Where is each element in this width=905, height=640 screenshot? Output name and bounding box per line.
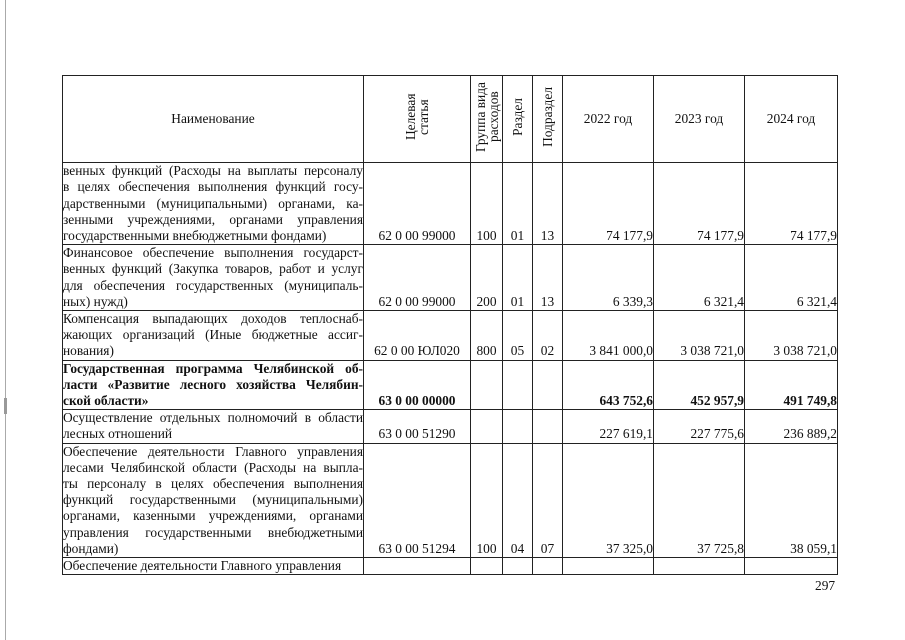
table-row — [63, 558, 838, 575]
cell-2023: 3 038 721,0 — [654, 311, 745, 361]
cell-group — [471, 558, 503, 575]
header-2024: 2024 год — [745, 76, 838, 163]
name-line: государственными внебюджетными фондами) — [63, 228, 327, 244]
table-row — [63, 410, 838, 443]
name-line: в целях обеспечения выполнения функций госу- — [63, 179, 363, 195]
cell-2024: 3 038 721,0 — [745, 311, 838, 361]
name-line: фондами) — [63, 540, 119, 556]
cell-name — [63, 311, 364, 361]
cell-2023 — [654, 558, 745, 575]
page-number: 297 — [815, 578, 836, 593]
cell-2024: 491 749,8 — [745, 360, 838, 410]
cell-group: 800 — [471, 311, 503, 361]
cell-section: 05 — [503, 311, 533, 361]
cell-2024: 38 059,1 — [745, 443, 838, 557]
name-line: ты персоналу в целях обеспечения выполнения — [63, 476, 363, 492]
cell-2022 — [563, 558, 654, 575]
header-name: Наименование — [63, 76, 364, 163]
cell-section — [503, 410, 533, 443]
cell-name — [63, 443, 364, 557]
name-line: Обеспечение деятельности Главного управления — [63, 443, 363, 459]
cell-name — [63, 163, 364, 245]
name-line: лесных отношений — [63, 426, 173, 442]
cell-2022: 643 752,6 — [563, 360, 654, 410]
header-group — [471, 76, 503, 163]
cell-2024: 74 177,9 — [745, 163, 838, 245]
cell-2023: 452 957,9 — [654, 360, 745, 410]
cell-2022: 37 325,0 — [563, 443, 654, 557]
cell-name — [63, 360, 364, 410]
cell-section — [503, 360, 533, 410]
cell-2024: 236 889,2 — [745, 410, 838, 443]
table-header-row — [63, 76, 838, 163]
cell-name — [63, 410, 364, 443]
cell-subsection: 13 — [533, 245, 563, 311]
header-target-label: Целевая статья — [403, 93, 431, 141]
name-line: для обеспечения государственных (муниципаль- — [63, 277, 363, 293]
cell-2022: 3 841 000,0 — [563, 311, 654, 361]
cell-2022: 227 619,1 — [563, 410, 654, 443]
table-row — [63, 443, 838, 557]
cell-target: 62 0 00 ЮЛ020 — [364, 311, 471, 361]
header-2023: 2023 год — [654, 76, 745, 163]
cell-section: 01 — [503, 245, 533, 311]
name-line: жающих организаций (Иные бюджетные ассиг- — [63, 327, 363, 343]
page-edge — [5, 0, 6, 640]
cell-subsection — [533, 558, 563, 575]
name-line: функций государственными (муниципальными) — [63, 492, 363, 508]
header-section-label: Раздел — [510, 98, 525, 136]
name-line: ской области» — [63, 393, 149, 409]
scan-mark — [4, 398, 7, 414]
cell-target: 63 0 00 51294 — [364, 443, 471, 557]
cell-target: 63 0 00 51290 — [364, 410, 471, 443]
name-line: органами, казенными учреждениями, органами — [63, 508, 363, 524]
cell-group: 200 — [471, 245, 503, 311]
cell-2023: 74 177,9 — [654, 163, 745, 245]
cell-subsection — [533, 410, 563, 443]
cell-2022: 74 177,9 — [563, 163, 654, 245]
name-line: Обеспечение деятельности Главного управления — [63, 558, 342, 574]
cell-section: 01 — [503, 163, 533, 245]
header-2022: 2022 год — [563, 76, 654, 163]
header-target — [364, 76, 471, 163]
cell-group — [471, 360, 503, 410]
cell-group: 100 — [471, 443, 503, 557]
cell-section: 04 — [503, 443, 533, 557]
table-row — [63, 360, 838, 410]
cell-target — [364, 558, 471, 575]
cell-subsection: 02 — [533, 311, 563, 361]
table-row — [63, 163, 838, 245]
name-line: Осуществление отдельных полномочий в области — [63, 410, 363, 426]
cell-2022: 6 339,3 — [563, 245, 654, 311]
name-line: нования) — [63, 343, 114, 359]
cell-2023: 227 775,6 — [654, 410, 745, 443]
cell-target: 62 0 00 99000 — [364, 163, 471, 245]
header-subsection — [533, 76, 563, 163]
cell-section — [503, 558, 533, 575]
cell-group — [471, 410, 503, 443]
name-line: дарственными (муниципальными) органами, ка- — [63, 195, 363, 211]
cell-subsection: 07 — [533, 443, 563, 557]
cell-subsection: 13 — [533, 163, 563, 245]
name-line: Финансовое обеспечение выполнения государст- — [63, 245, 363, 261]
name-line: лесами Челябинской области (Расходы на выпла- — [63, 459, 363, 475]
table-row — [63, 311, 838, 361]
cell-2024 — [745, 558, 838, 575]
cell-2024: 6 321,4 — [745, 245, 838, 311]
budget-table — [62, 75, 838, 575]
header-group-label: Группа вида расходов — [472, 82, 501, 152]
name-line: зенными учреждениями, органами управления — [63, 211, 363, 227]
table-row — [63, 245, 838, 311]
name-line: венных функций (Расходы на выплаты персоналу — [63, 163, 363, 179]
name-line: управления государственными внебюджетными — [63, 524, 363, 540]
cell-target: 62 0 00 99000 — [364, 245, 471, 311]
cell-group: 100 — [471, 163, 503, 245]
name-line: Компенсация выпадающих доходов теплоснаб- — [63, 311, 363, 327]
header-subsection-label: Подраздел — [540, 87, 555, 147]
cell-name — [63, 245, 364, 311]
cell-subsection — [533, 360, 563, 410]
header-section — [503, 76, 533, 163]
cell-2023: 6 321,4 — [654, 245, 745, 311]
cell-name — [63, 558, 364, 575]
cell-target: 63 0 00 00000 — [364, 360, 471, 410]
name-line: ласти «Развитие лесного хозяйства Челябин- — [63, 376, 363, 392]
cell-2023: 37 725,8 — [654, 443, 745, 557]
name-line: Государственная программа Челябинской об- — [63, 360, 363, 376]
name-line: ных) нужд) — [63, 293, 128, 309]
name-line: венных функций (Закупка товаров, работ и услуг — [63, 261, 363, 277]
